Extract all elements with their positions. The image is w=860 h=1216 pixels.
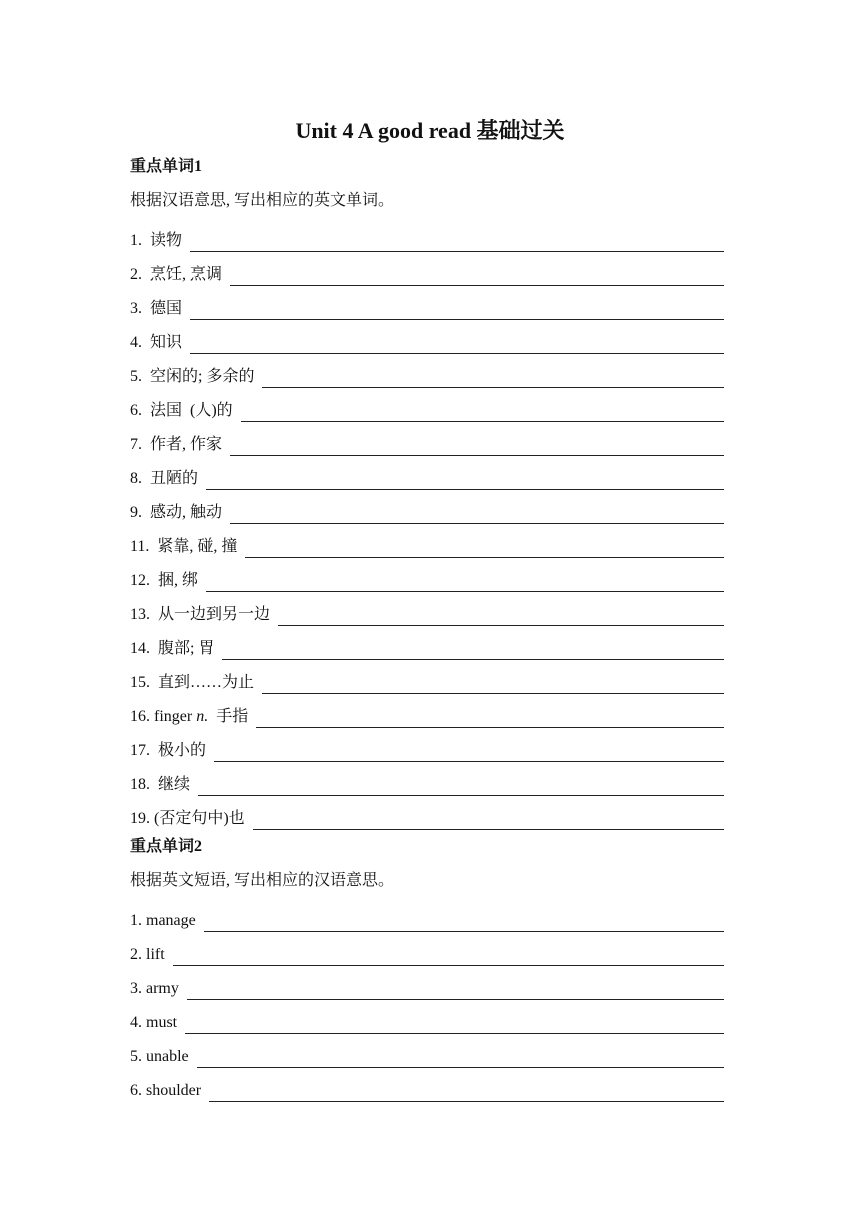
worksheet-content [130, 151, 724, 1103]
answer-blank[interactable] [197, 1047, 724, 1068]
answer-blank[interactable] [262, 367, 724, 388]
list-item [130, 797, 724, 831]
answer-blank[interactable] [222, 639, 724, 660]
section1-heading: 重点单词1 [130, 158, 203, 175]
list-item [130, 321, 724, 355]
list-item [130, 1035, 724, 1069]
item-label: 3. 德国 [130, 300, 183, 317]
answer-blank[interactable] [241, 401, 724, 422]
list-item [130, 933, 724, 967]
item-label: 6. shoulder [130, 1082, 202, 1099]
list-item [130, 967, 724, 1001]
item-label: 7. 作者, 作家 [130, 436, 223, 453]
item-label: 19. (否定句中)也 [130, 810, 245, 827]
item-label: 17. 极小的 [130, 742, 207, 759]
answer-blank[interactable] [214, 741, 724, 762]
list-item [130, 219, 724, 253]
item-label: 18. 继续 [130, 776, 191, 793]
answer-blank[interactable] [173, 945, 724, 966]
item-label: 2. lift [130, 946, 165, 963]
answer-blank[interactable] [187, 979, 724, 1000]
section2-heading: 重点单词2 [130, 838, 203, 855]
answer-blank[interactable] [230, 435, 724, 456]
list-item [130, 593, 724, 627]
item-label: 12. 捆, 绑 [130, 572, 199, 589]
section1-instruction: 根据汉语意思, 写出相应的英文单词。 [130, 192, 395, 209]
item-label: 8. 丑陋的 [130, 470, 199, 487]
answer-blank[interactable] [230, 503, 724, 524]
answer-blank[interactable] [262, 673, 724, 694]
answer-blank[interactable] [245, 537, 724, 558]
answer-blank[interactable] [206, 469, 724, 490]
item-label [130, 707, 248, 729]
list-item [130, 729, 724, 763]
item-label: 1. manage [130, 912, 196, 929]
list-item [130, 627, 724, 661]
item-label: 5. 空闲的; 多余的 [130, 368, 255, 385]
answer-blank[interactable] [209, 1081, 724, 1102]
list-item [130, 287, 724, 321]
answer-blank[interactable] [185, 1013, 724, 1034]
page-title: Unit 4 A good read 基础过关 [295, 118, 565, 143]
answer-blank[interactable] [230, 265, 724, 286]
item-label: 6. 法国 (人)的 [130, 402, 233, 419]
answer-blank[interactable] [253, 809, 724, 830]
list-item [130, 525, 724, 559]
item-label: 14. 腹部; 胃 [130, 640, 215, 657]
section2-instruction: 根据英文短语, 写出相应的汉语意思。 [130, 872, 395, 889]
list-item [130, 661, 724, 695]
list-item [130, 253, 724, 287]
item-label: 15. 直到……为止 [130, 674, 255, 691]
item-label: 4. 知识 [130, 334, 183, 351]
item-label: 4. must [130, 1014, 178, 1031]
list-item [130, 1001, 724, 1035]
list-item [130, 389, 724, 423]
item-label: 9. 感动, 触动 [130, 504, 223, 521]
list-item [130, 423, 724, 457]
answer-blank[interactable] [278, 605, 724, 626]
item-label: 3. army [130, 980, 179, 997]
answer-blank[interactable] [198, 775, 724, 796]
list-item [130, 899, 724, 933]
answer-blank[interactable] [190, 299, 724, 320]
item-label: 5. unable [130, 1048, 189, 1065]
list-item [130, 491, 724, 525]
answer-blank[interactable] [190, 231, 724, 252]
answer-blank[interactable] [190, 333, 724, 354]
list-item [130, 355, 724, 389]
part-of-speech: n. [196, 708, 209, 725]
answer-blank[interactable] [204, 911, 724, 932]
item-label: 1. 读物 [130, 232, 183, 249]
list-item [130, 559, 724, 593]
item-label: 13. 从一边到另一边 [130, 606, 271, 623]
item-label: 2. 烹饪, 烹调 [130, 266, 223, 283]
list-item [130, 695, 724, 729]
answer-blank[interactable] [256, 707, 724, 728]
answer-blank[interactable] [206, 571, 724, 592]
list-item [130, 763, 724, 797]
list-item [130, 457, 724, 491]
list-item [130, 1069, 724, 1103]
item-label: 11. 紧靠, 碰, 撞 [130, 538, 238, 555]
item-word: 16. finger [130, 708, 193, 725]
item-meaning: 手指 [208, 708, 249, 725]
